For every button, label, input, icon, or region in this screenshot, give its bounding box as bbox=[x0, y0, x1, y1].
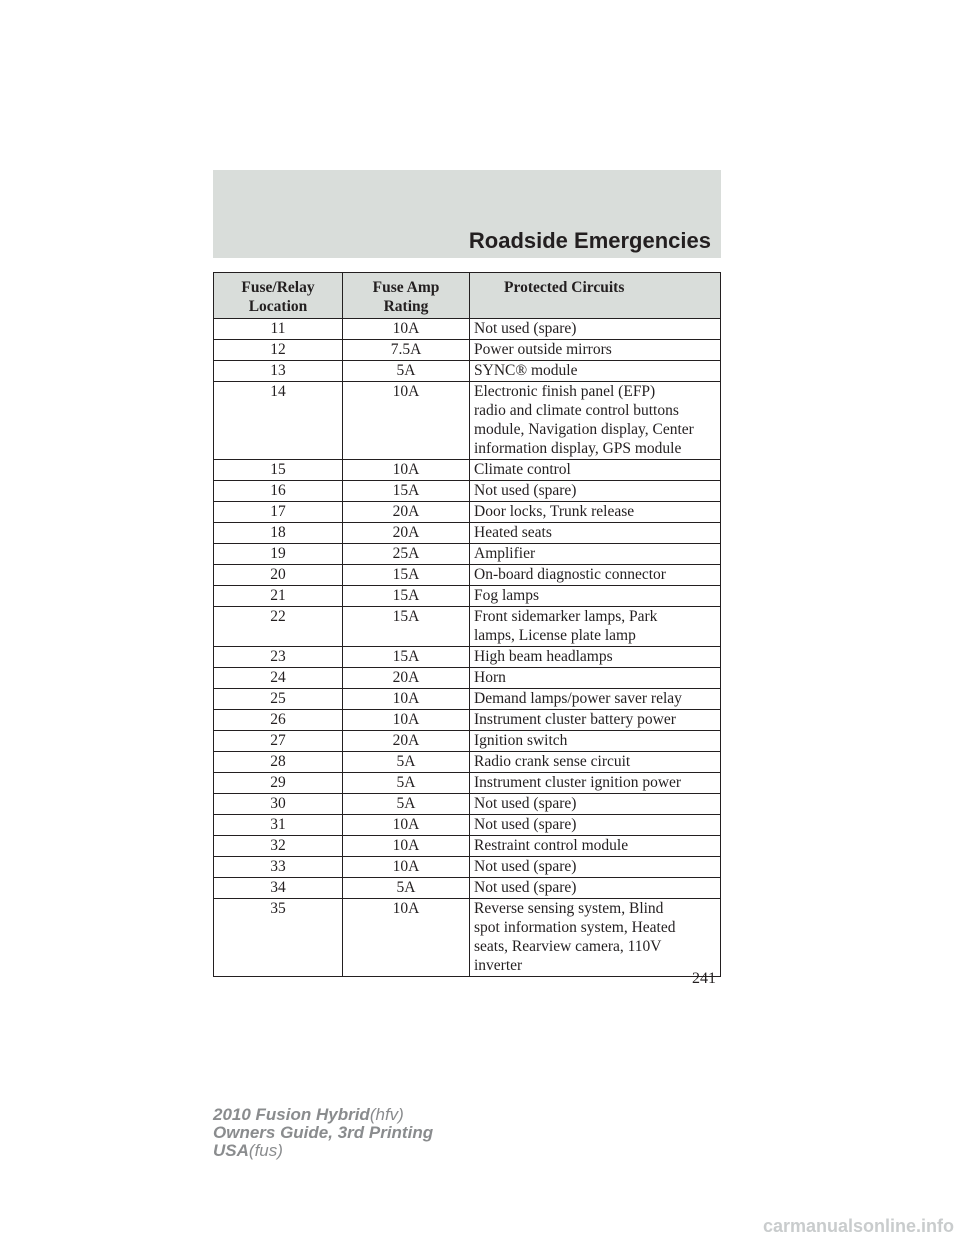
cell-protected-circuits: Not used (spare) bbox=[470, 878, 721, 899]
cell-location: 31 bbox=[214, 815, 343, 836]
cell-location: 22 bbox=[214, 607, 343, 647]
cell-protected-circuits: Demand lamps/power saver relay bbox=[470, 689, 721, 710]
cell-location: 20 bbox=[214, 565, 343, 586]
document-footer bbox=[213, 1106, 433, 1160]
cell-location: 28 bbox=[214, 752, 343, 773]
cell-protected-circuits: Not used (spare) bbox=[470, 481, 721, 502]
footer-market-code: (fus) bbox=[248, 1141, 283, 1160]
table-row bbox=[214, 878, 721, 899]
cell-location: 21 bbox=[214, 586, 343, 607]
cell-protected-circuits: Amplifier bbox=[470, 544, 721, 565]
cell-amp-rating: 5A bbox=[343, 752, 470, 773]
table-row bbox=[214, 565, 721, 586]
table-row bbox=[214, 899, 721, 977]
cell-amp-rating: 7.5A bbox=[343, 340, 470, 361]
section-header-band bbox=[213, 170, 721, 258]
cell-protected-circuits: Door locks, Trunk release bbox=[470, 502, 721, 523]
cell-location: 13 bbox=[214, 361, 343, 382]
cell-amp-rating: 10A bbox=[343, 710, 470, 731]
table-row bbox=[214, 668, 721, 689]
cell-location: 30 bbox=[214, 794, 343, 815]
cell-amp-rating: 10A bbox=[343, 689, 470, 710]
cell-amp-rating: 10A bbox=[343, 460, 470, 481]
cell-protected-circuits: SYNC® module bbox=[470, 361, 721, 382]
fuse-table bbox=[213, 272, 721, 977]
cell-protected-circuits: Electronic finish panel (EFP) radio and climate control buttons module, Navigation display, Center information display, GPS module bbox=[470, 382, 721, 460]
table-row bbox=[214, 460, 721, 481]
cell-amp-rating: 10A bbox=[343, 382, 470, 460]
cell-amp-rating: 20A bbox=[343, 523, 470, 544]
cell-protected-circuits: Not used (spare) bbox=[470, 815, 721, 836]
cell-amp-rating: 5A bbox=[343, 773, 470, 794]
table-row bbox=[214, 481, 721, 502]
cell-amp-rating: 20A bbox=[343, 502, 470, 523]
cell-amp-rating: 10A bbox=[343, 857, 470, 878]
cell-protected-circuits: Instrument cluster ignition power bbox=[470, 773, 721, 794]
cell-protected-circuits: Reverse sensing system, Blind spot information system, Heated seats, Rearview camera, 110V inverter bbox=[470, 899, 721, 977]
table-row bbox=[214, 544, 721, 565]
cell-protected-circuits: Not used (spare) bbox=[470, 794, 721, 815]
table-row bbox=[214, 340, 721, 361]
cell-amp-rating: 20A bbox=[343, 731, 470, 752]
table-row bbox=[214, 689, 721, 710]
table-header-row bbox=[214, 273, 721, 319]
cell-location: 11 bbox=[214, 319, 343, 340]
cell-amp-rating: 15A bbox=[343, 565, 470, 586]
cell-location: 26 bbox=[214, 710, 343, 731]
cell-protected-circuits: Not used (spare) bbox=[470, 319, 721, 340]
cell-amp-rating: 15A bbox=[343, 481, 470, 502]
cell-protected-circuits: Restraint control module bbox=[470, 836, 721, 857]
section-title: Roadside Emergencies bbox=[468, 228, 711, 253]
cell-location: 25 bbox=[214, 689, 343, 710]
cell-amp-rating: 10A bbox=[343, 815, 470, 836]
footer-edition: Owners Guide, 3rd Printing bbox=[213, 1123, 434, 1142]
table-row bbox=[214, 607, 721, 647]
table-row bbox=[214, 586, 721, 607]
cell-amp-rating: 15A bbox=[343, 647, 470, 668]
cell-location: 18 bbox=[214, 523, 343, 544]
cell-protected-circuits: On-board diagnostic connector bbox=[470, 565, 721, 586]
cell-protected-circuits: Power outside mirrors bbox=[470, 340, 721, 361]
cell-amp-rating: 10A bbox=[343, 319, 470, 340]
cell-amp-rating: 25A bbox=[343, 544, 470, 565]
cell-location: 15 bbox=[214, 460, 343, 481]
cell-amp-rating: 15A bbox=[343, 607, 470, 647]
table-row bbox=[214, 382, 721, 460]
table-row bbox=[214, 773, 721, 794]
cell-protected-circuits: Ignition switch bbox=[470, 731, 721, 752]
cell-protected-circuits: Fog lamps bbox=[470, 586, 721, 607]
table-row bbox=[214, 361, 721, 382]
column-header-location: Fuse/Relay Location bbox=[214, 273, 343, 319]
table-row bbox=[214, 319, 721, 340]
cell-amp-rating: 10A bbox=[343, 836, 470, 857]
cell-location: 29 bbox=[214, 773, 343, 794]
watermark: carmanualsonline.info bbox=[762, 1216, 954, 1236]
table-row bbox=[214, 523, 721, 544]
column-header-circuits: Protected Circuits bbox=[470, 273, 721, 319]
cell-amp-rating: 5A bbox=[343, 878, 470, 899]
table-row bbox=[214, 647, 721, 668]
page-number: 241 bbox=[692, 970, 716, 987]
cell-location: 17 bbox=[214, 502, 343, 523]
cell-location: 32 bbox=[214, 836, 343, 857]
column-header-amp: Fuse Amp Rating bbox=[343, 273, 470, 319]
footer-model-code: (hfv) bbox=[369, 1105, 404, 1124]
cell-protected-circuits: Horn bbox=[470, 668, 721, 689]
cell-location: 19 bbox=[214, 544, 343, 565]
table-row bbox=[214, 710, 721, 731]
cell-amp-rating: 5A bbox=[343, 794, 470, 815]
cell-amp-rating: 5A bbox=[343, 361, 470, 382]
cell-protected-circuits: Front sidemarker lamps, Park lamps, License plate lamp bbox=[470, 607, 721, 647]
cell-protected-circuits: Heated seats bbox=[470, 523, 721, 544]
cell-protected-circuits: Instrument cluster battery power bbox=[470, 710, 721, 731]
cell-location: 27 bbox=[214, 731, 343, 752]
table-row bbox=[214, 731, 721, 752]
cell-location: 33 bbox=[214, 857, 343, 878]
footer-market: USA bbox=[213, 1141, 249, 1160]
cell-protected-circuits: Not used (spare) bbox=[470, 857, 721, 878]
table-row bbox=[214, 836, 721, 857]
cell-protected-circuits: Climate control bbox=[470, 460, 721, 481]
table-row bbox=[214, 752, 721, 773]
cell-location: 24 bbox=[214, 668, 343, 689]
cell-location: 35 bbox=[214, 899, 343, 977]
cell-location: 16 bbox=[214, 481, 343, 502]
table-row bbox=[214, 794, 721, 815]
table-row bbox=[214, 502, 721, 523]
footer-model: 2010 Fusion Hybrid bbox=[213, 1105, 370, 1124]
cell-protected-circuits: Radio crank sense circuit bbox=[470, 752, 721, 773]
table-row bbox=[214, 857, 721, 878]
cell-amp-rating: 15A bbox=[343, 586, 470, 607]
cell-protected-circuits: High beam headlamps bbox=[470, 647, 721, 668]
table-row bbox=[214, 815, 721, 836]
cell-location: 12 bbox=[214, 340, 343, 361]
cell-location: 23 bbox=[214, 647, 343, 668]
cell-location: 34 bbox=[214, 878, 343, 899]
cell-location: 14 bbox=[214, 382, 343, 460]
cell-amp-rating: 20A bbox=[343, 668, 470, 689]
cell-amp-rating: 10A bbox=[343, 899, 470, 977]
